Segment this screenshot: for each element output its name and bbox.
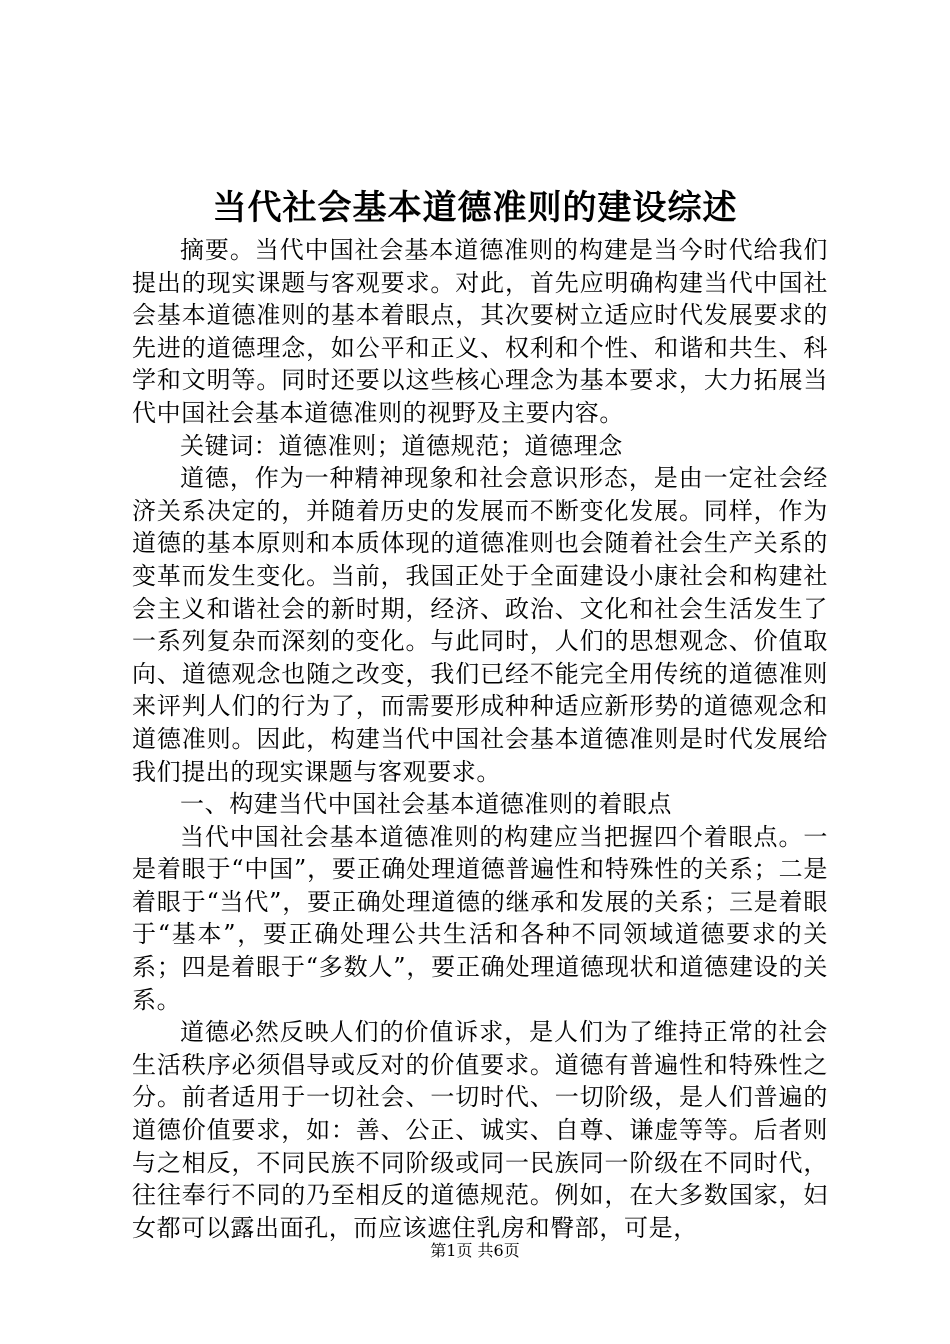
keywords-paragraph: 关键词：道德准则；道德规范；道德理念 [180, 431, 623, 460]
body-paragraph: 当代中国社会基本道德准则的构建应当把握四个着眼点。一是着眼于“中国”，要正确处理道德普遍性和特殊性的关系；二是着眼于“当代”，要正确处理道德的继承和发展的关系；三是着眼于“基本”，要正确处理公共生活和各种不同领域道德要求的关系；四是着眼于“多数人”，要正确处理道德现状和道德建设的关系。 [132, 822, 828, 1014]
document-body [132, 234, 828, 1244]
body-paragraph: 道德必然反映人们的价值诉求，是人们为了维持正常的社会生活秩序必须倡导或反对的价值要求。道德有普遍性和特殊性之分。前者适用于一切社会、一切时代、一切阶级，是人们普遍的道德价值要求，如：善、公正、诚实、自尊、谦虚等等。后者则与之相反，不同民族不同阶级或同一民族同一阶级在不同时代，往往奉行不同的乃至相反的道德规范。例如，在大多数国家，妇女都可以露出面孔，而应该遮住乳房和臀部，可是， [132, 1018, 828, 1242]
page-footer: 第1页 共6页 [430, 1241, 520, 1260]
document-title: 当代社会基本道德准则的建设综述 [212, 188, 738, 228]
section-heading: 一、构建当代中国社会基本道德准则的着眼点 [180, 790, 672, 819]
abstract-paragraph: 摘要。当代中国社会基本道德准则的构建是当今时代给我们提出的现实课题与客观要求。对此，首先应明确构建当代中国社会基本道德准则的基本着眼点，其次要树立适应时代发展要求的先进的道德理念，如公平和正义、权利和个性、和谐和共生、科学和文明等。同时还要以这些核心理念为基本要求，大力拓展当代中国社会基本道德准则的视野及主要内容。 [132, 236, 828, 427]
intro-paragraph: 道德，作为一种精神现象和社会意识形态，是由一定社会经济关系决定的，并随着历史的发展而不断变化发展。同样，作为道德的基本原则和本质体现的道德准则也会随着社会生产关系的变革而发生变化。当前，我国正处于全面建设小康社会和构建社会主义和谐社会的新时期，经济、政治、文化和社会生活发生了一系列复杂而深刻的变化。与此同时，人们的思想观念、价值取向、道德观念也随之改变，我们已经不能完全用传统的道德准则来评判人们的行为了，而需要形成种种适应新形势的道德观念和道德准则。因此，构建当代中国社会基本道德准则是时代发展给我们提出的现实课题与客观要求。 [132, 464, 828, 786]
